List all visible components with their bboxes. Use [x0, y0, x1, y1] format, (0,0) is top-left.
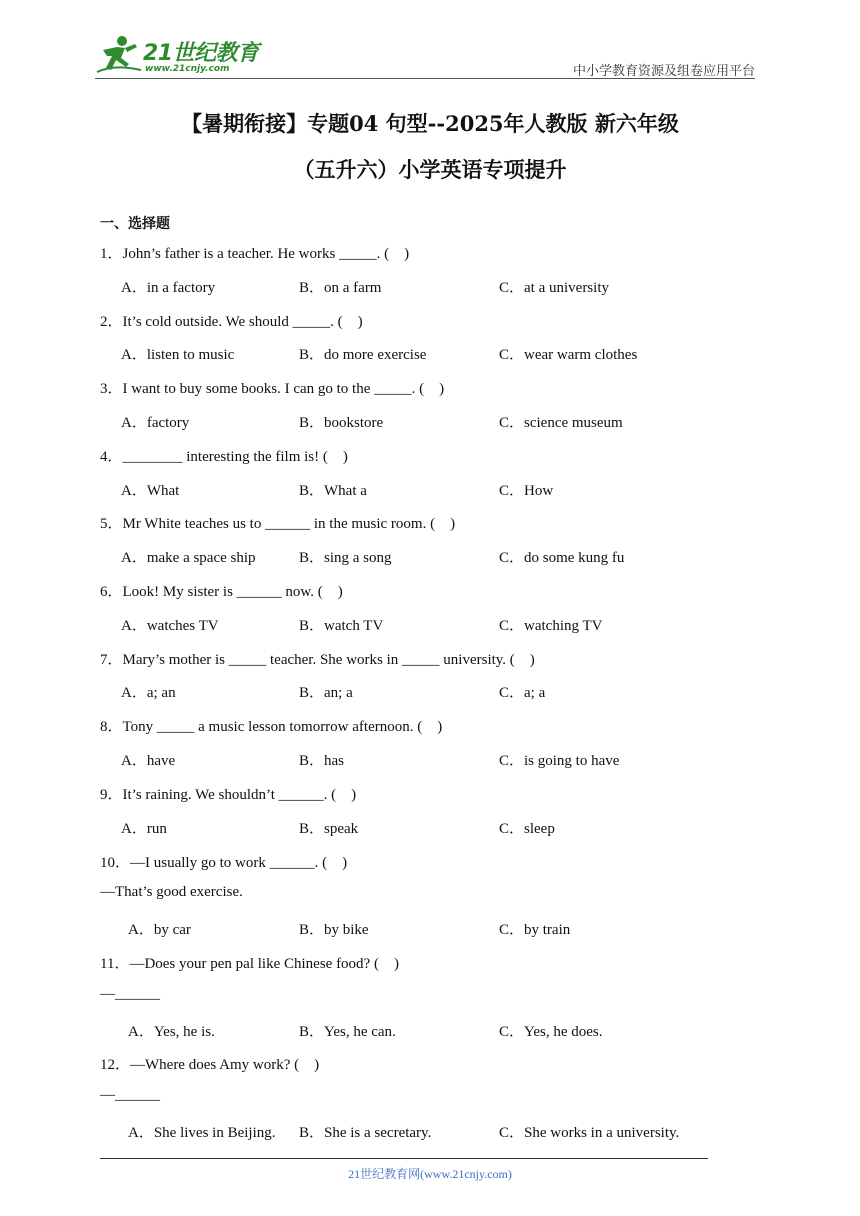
option-b: B．speak	[299, 821, 359, 837]
question-stem: 9．It’s raining. We shouldn’t ______. ( )	[100, 787, 357, 803]
option-c: C．is going to have	[499, 753, 620, 769]
option-a: A．listen to music	[121, 347, 235, 363]
option-b: B．by bike	[299, 922, 369, 938]
question-stem: 5．Mr White teaches us to ______ in the music room. ( )	[100, 516, 456, 532]
header-divider	[95, 78, 755, 79]
option-c: C．at a university	[499, 280, 609, 296]
option-a: A．a; an	[121, 685, 176, 701]
runner-logo-icon	[95, 34, 145, 76]
question-stem: 10．—I usually go to work ______. ( )	[100, 855, 348, 871]
option-a: A．have	[121, 753, 176, 769]
question-dialogue-line: —______	[100, 986, 160, 1002]
question-dialogue-line: —That’s good exercise.	[100, 884, 243, 900]
option-a: A．What	[121, 483, 180, 499]
option-c: C．sleep	[499, 821, 555, 837]
option-b: B．sing a song	[299, 550, 392, 566]
question-stem: 12．—Where does Amy work? ( )	[100, 1057, 320, 1073]
option-c: C．Yes, he does.	[499, 1024, 603, 1040]
option-b: B．do more exercise	[299, 347, 427, 363]
option-a: A．run	[121, 821, 167, 837]
logo-text: 21世纪教育	[143, 41, 259, 66]
question-dialogue-line: —______	[100, 1087, 160, 1103]
option-a: A．make a space ship	[121, 550, 256, 566]
option-b: B．has	[299, 753, 345, 769]
option-c: C．by train	[499, 922, 571, 938]
option-a: A．factory	[121, 415, 190, 431]
section-heading: 一、选择题	[100, 216, 170, 232]
option-c: C．She works in a university.	[499, 1125, 680, 1141]
option-a: A．in a factory	[121, 280, 216, 296]
logo	[95, 34, 260, 76]
option-c: C．do some kung fu	[499, 550, 625, 566]
question-stem: 7．Mary’s mother is _____ teacher. She works in _____ university. ( )	[100, 652, 535, 668]
question-stem: 2．It’s cold outside. We should _____. ( )	[100, 314, 363, 330]
option-a: A．Yes, he is.	[128, 1024, 215, 1040]
option-c: C．wear warm clothes	[499, 347, 638, 363]
question-stem: 6．Look! My sister is ______ now. ( )	[100, 584, 343, 600]
option-a: A．watches TV	[121, 618, 219, 634]
question-stem: 8．Tony _____ a music lesson tomorrow afternoon. ( )	[100, 719, 443, 735]
option-c: C．a; a	[499, 685, 546, 701]
option-b: B．on a farm	[299, 280, 382, 296]
question-stem: 4．________ interesting the film is! ( )	[100, 449, 348, 465]
option-c: C．How	[499, 483, 554, 499]
option-b: B．What a	[299, 483, 367, 499]
document-title-line2: （五升六）小学英语专项提升	[293, 157, 567, 182]
option-b: B．an; a	[299, 685, 353, 701]
option-b: B．bookstore	[299, 415, 384, 431]
option-b: B．watch TV	[299, 618, 384, 634]
footer-divider	[100, 1158, 708, 1159]
question-stem: 11．—Does your pen pal like Chinese food? ( )	[100, 956, 399, 972]
footer-text: 21世纪教育网(www.21cnjy.com)	[348, 1167, 512, 1181]
option-c: C．science museum	[499, 415, 623, 431]
question-stem: 3．I want to buy some books. I can go to the _____. ( )	[100, 381, 445, 397]
logo-url: www.21cnjy.com	[145, 64, 230, 74]
page-header	[95, 30, 755, 80]
option-b: B．Yes, he can.	[299, 1024, 396, 1040]
option-a: A．She lives in Beijing.	[128, 1125, 276, 1141]
option-c: C．watching TV	[499, 618, 603, 634]
question-stem: 1．John’s father is a teacher. He works _____. ( )	[100, 246, 410, 262]
option-b: B．She is a secretary.	[299, 1125, 432, 1141]
document-title-line1: 【暑期衔接】专题04 句型--2025年人教版 新六年级	[181, 111, 679, 136]
option-a: A．by car	[128, 922, 191, 938]
platform-name: 中小学教育资源及组卷应用平台	[572, 63, 755, 78]
